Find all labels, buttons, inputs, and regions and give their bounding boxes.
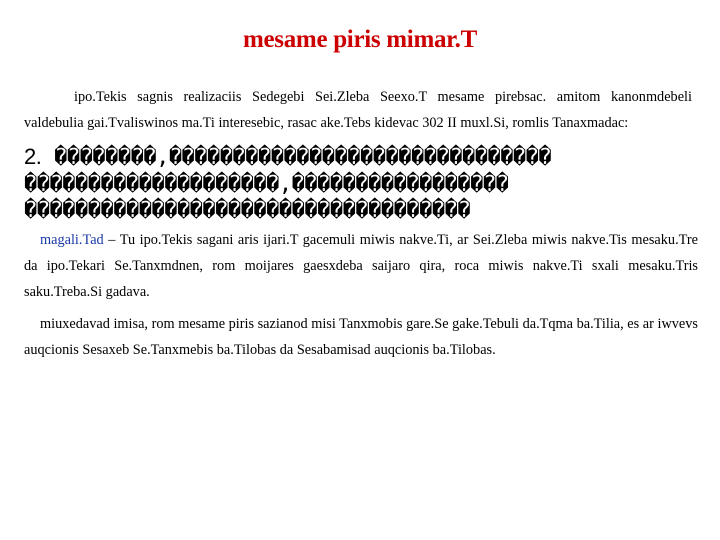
example-label: magali.Tad bbox=[40, 232, 104, 248]
garbled-line-3: ����������������������������������� bbox=[24, 198, 471, 223]
garbled-text-block bbox=[24, 144, 720, 225]
example-paragraph bbox=[24, 227, 698, 305]
intro-paragraph: ipo.Tekis sagnis realizaciis Sedegebi Sei.Zleba Seexo.T mesame pirebsac. amitom kanonmdebeli valdebulia gai.Tvaliswinos ma.Ti interesebic, rasac ake.Tebs kidevac 302 II muxl.Si, romlis Tanaxmadac: bbox=[24, 89, 692, 131]
garbled-line-1 bbox=[24, 144, 720, 172]
list-number: 2. bbox=[24, 144, 42, 169]
garbled-text: ��������,������������������������������ bbox=[54, 145, 552, 170]
slide-title: mesame piris mimar.T bbox=[242, 26, 477, 53]
conclusion-paragraph: miuxedavad imisa, rom mesame piris sazianod misi Tanxmobis gare.Se gake.Tebuli da.Tqma ba.Tilia, es ar iwvevs auqcionis Sesaxeb Se.Tanxmebis ba.Tilobas da Sesabamisad auqcionis ba.Tilobas. bbox=[24, 316, 698, 358]
garbled-line-2: ��������������������,����������������� bbox=[24, 171, 509, 197]
example-text: – Tu ipo.Tekis sagani aris ijari.T gacemuli miwis nakve.Ti, ar Sei.Zleba miwis nakve.Tis mesaku.Tre da ipo.Tekari Se.Tanxmdnen, rom moijares gaesxdeba saijaro qira, roca miwis nakve.Ti sxali mesaku.Tris saku.Treba.Si gadava. bbox=[24, 232, 698, 300]
